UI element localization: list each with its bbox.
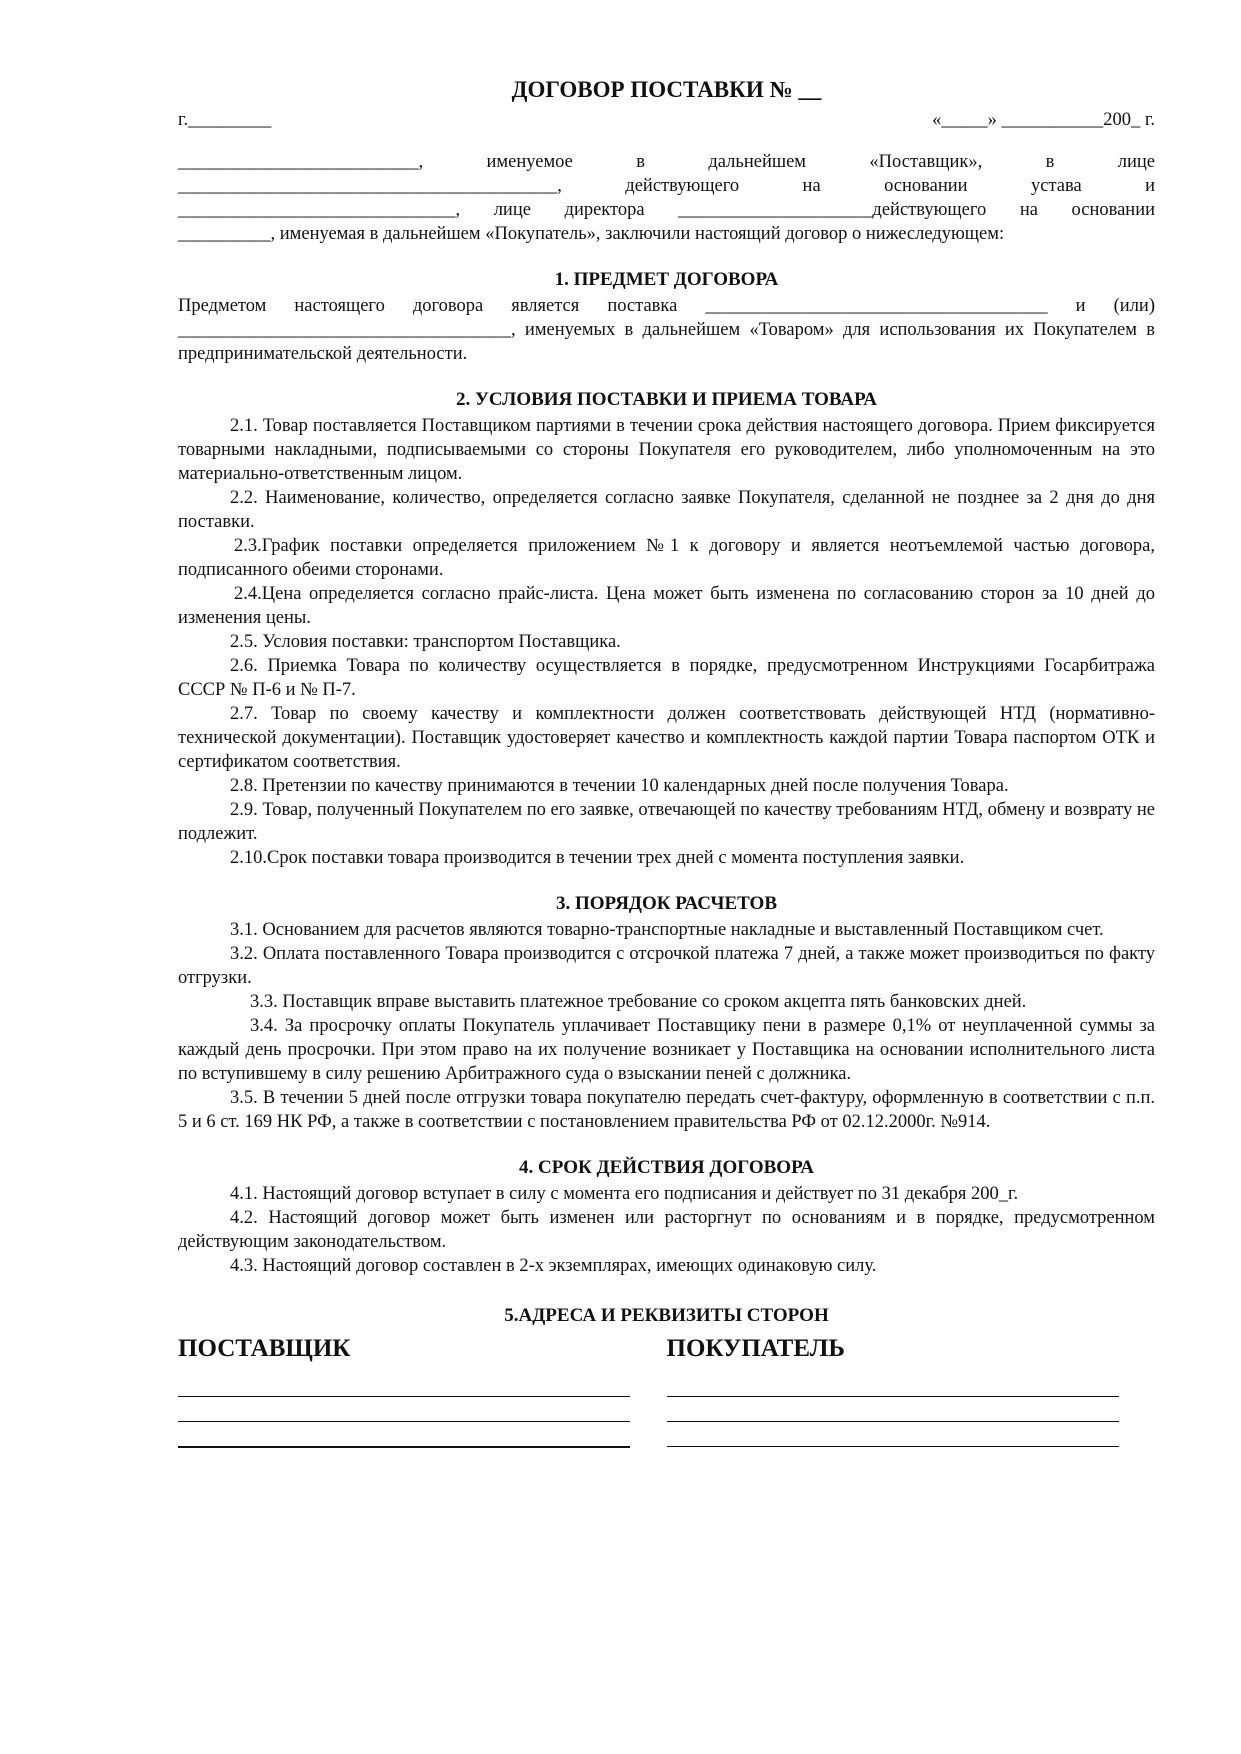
supplier-line[interactable] [178,1422,630,1448]
supplier-column [178,1330,667,1448]
section-paragraph: 3.3. Поставщик вправе выставить платежное требование со сроком акцепта пять банковских дней. [250,992,1027,1012]
buyer-line[interactable] [667,1397,1119,1422]
buyer-column [667,1330,1156,1448]
preamble-line: __________________________, именуемое в дальнейшем «Поставщик», в лице [178,152,1155,172]
section-paragraph: 2.2. Наименование, количество, определяется согласно заявке Покупателя, сделанной не позднее за 2 дня до дня поставки. [178,488,1155,532]
supplier-heading: ПОСТАВЩИК [178,1335,351,1362]
supplier-line[interactable] [178,1397,630,1422]
section-paragraph: 2.5. Условия поставки: транспортом Поставщика. [230,632,621,652]
supplier-line[interactable] [178,1372,630,1397]
buyer-heading: ПОКУПАТЕЛЬ [666,1335,845,1362]
buyer-line[interactable] [667,1422,1119,1447]
section-heading: 2. УСЛОВИЯ ПОСТАВКИ И ПРИЕМА ТОВАРА [455,389,878,410]
section-paragraph: 3.4. За просрочку оплаты Покупатель уплачивает Поставщику пени в размере 0,1% от неуплаченной суммы за каждый день просрочки. При этом право на их получение возникает у Поставщика на основании исполнительного листа по вступившему в силу решению Арбитражного суда о взыскании пеней с должника. [178,1016,1155,1084]
preamble [178,150,1155,246]
section-paragraph: 3.5. В течении 5 дней после отгрузки товара покупателю передать счет-фактуру, оформленную в соответствии с п.п. 5 и 6 ст. 169 НК РФ, а также в соответствии с постановлением правительства РФ от 02.12.2000г. №914. [178,1088,1155,1132]
buyer-line[interactable] [667,1372,1119,1397]
section-heading: 5.АДРЕСА И РЕКВИЗИТЫ СТОРОН [504,1305,829,1326]
section-heading: 4. СРОК ДЕЙСТВИЯ ДОГОВОРА [519,1157,814,1178]
signature-block [178,1330,1155,1448]
preamble-line: ______________________________, лице директора _____________________действующего на основании [178,200,1155,220]
section-paragraph: 4.2. Настоящий договор может быть изменен или расторгнут по основаниям и в порядке, предусмотренном действующим законодательством. [178,1208,1155,1252]
section-paragraph: 3.2. Оплата поставленного Товара производится с отсрочкой платежа 7 дней, а также может производиться по факту отгрузки. [178,944,1155,988]
section-paragraph: 2.9. Товар, полученный Покупателем по его заявке, отвечающей по качеству требованиям НТД, обмену и возврату не подлежит. [178,800,1155,844]
section-paragraph: 4.3. Настоящий договор составлен в 2-х экземплярах, имеющих одинаковую силу. [230,1256,877,1276]
section-heading: 1. ПРЕДМЕТ ДОГОВОРА [554,269,779,290]
section-heading: 3. ПОРЯДОК РАСЧЕТОВ [555,893,777,914]
section-paragraph: 2.7. Товар по своему качеству и комплектности должен соответствовать действующей НТД (нормативно-технической документации). Поставщик удостоверяет качество и комплектность каждой партии Товара паспортом ОТК и сертификатом соответствия. [178,704,1155,772]
section-paragraph: 2.4.Цена определяется согласно прайс-листа. Цена может быть изменена по согласованию сторон за 10 дней до изменения цены. [178,584,1155,628]
section-paragraph: 4.1. Настоящий договор вступает в силу с момента его подписания и действует по 31 декабря 200_г. [230,1184,1019,1204]
section-paragraph: 2.1. Товар поставляется Поставщиком партиями в течении срока действия настоящего договора. Прием фиксируется товарными накладными, подписываемыми со стороны Покупателя его руководителем, либо уполномоченным на это материально-ответственным лицом. [178,416,1155,484]
contract-page [178,76,1155,1448]
section-paragraph: 2.8. Претензии по качеству принимаются в течении 10 календарных дней после получения Товара. [230,776,1009,796]
section-paragraph: 2.3.График поставки определяется приложением №1 к договору и является неотъемлемой частью договора, подписанного обеими сторонами. [178,536,1155,580]
header-row [178,108,1155,132]
preamble-line: _________________________________________, действующего на основании устава и [178,176,1155,196]
section-paragraph: Предметом настоящего договора является поставка _____________________________________ и (или) ____________________________________, именуемых в дальнейшем «Товаром» для использования их Покупателем в предпринимательской деятельности. [178,296,1155,364]
document-title: ДОГОВОР ПОСТАВКИ № __ [511,77,822,102]
section-paragraph: 2.6. Приемка Товара по количеству осуществляется в порядке, предусмотренном Инструкциями Госарбитража СССР № П-6 и № П-7. [178,656,1155,700]
preamble-line: __________, именуемая в дальнейшем «Покупатель», заключили настоящий договор о нижеследующем: [178,224,1005,244]
section-paragraph: 2.10.Срок поставки товара производится в течении трех дней с момента поступления заявки. [230,848,965,868]
date-field: «_____» ___________200_ г. [932,110,1155,130]
section-paragraph: 3.1. Основанием для расчетов являются товарно-транспортные накладные и выставленный Поставщиком счет. [230,920,1104,940]
city-field: г._________ [178,110,272,130]
